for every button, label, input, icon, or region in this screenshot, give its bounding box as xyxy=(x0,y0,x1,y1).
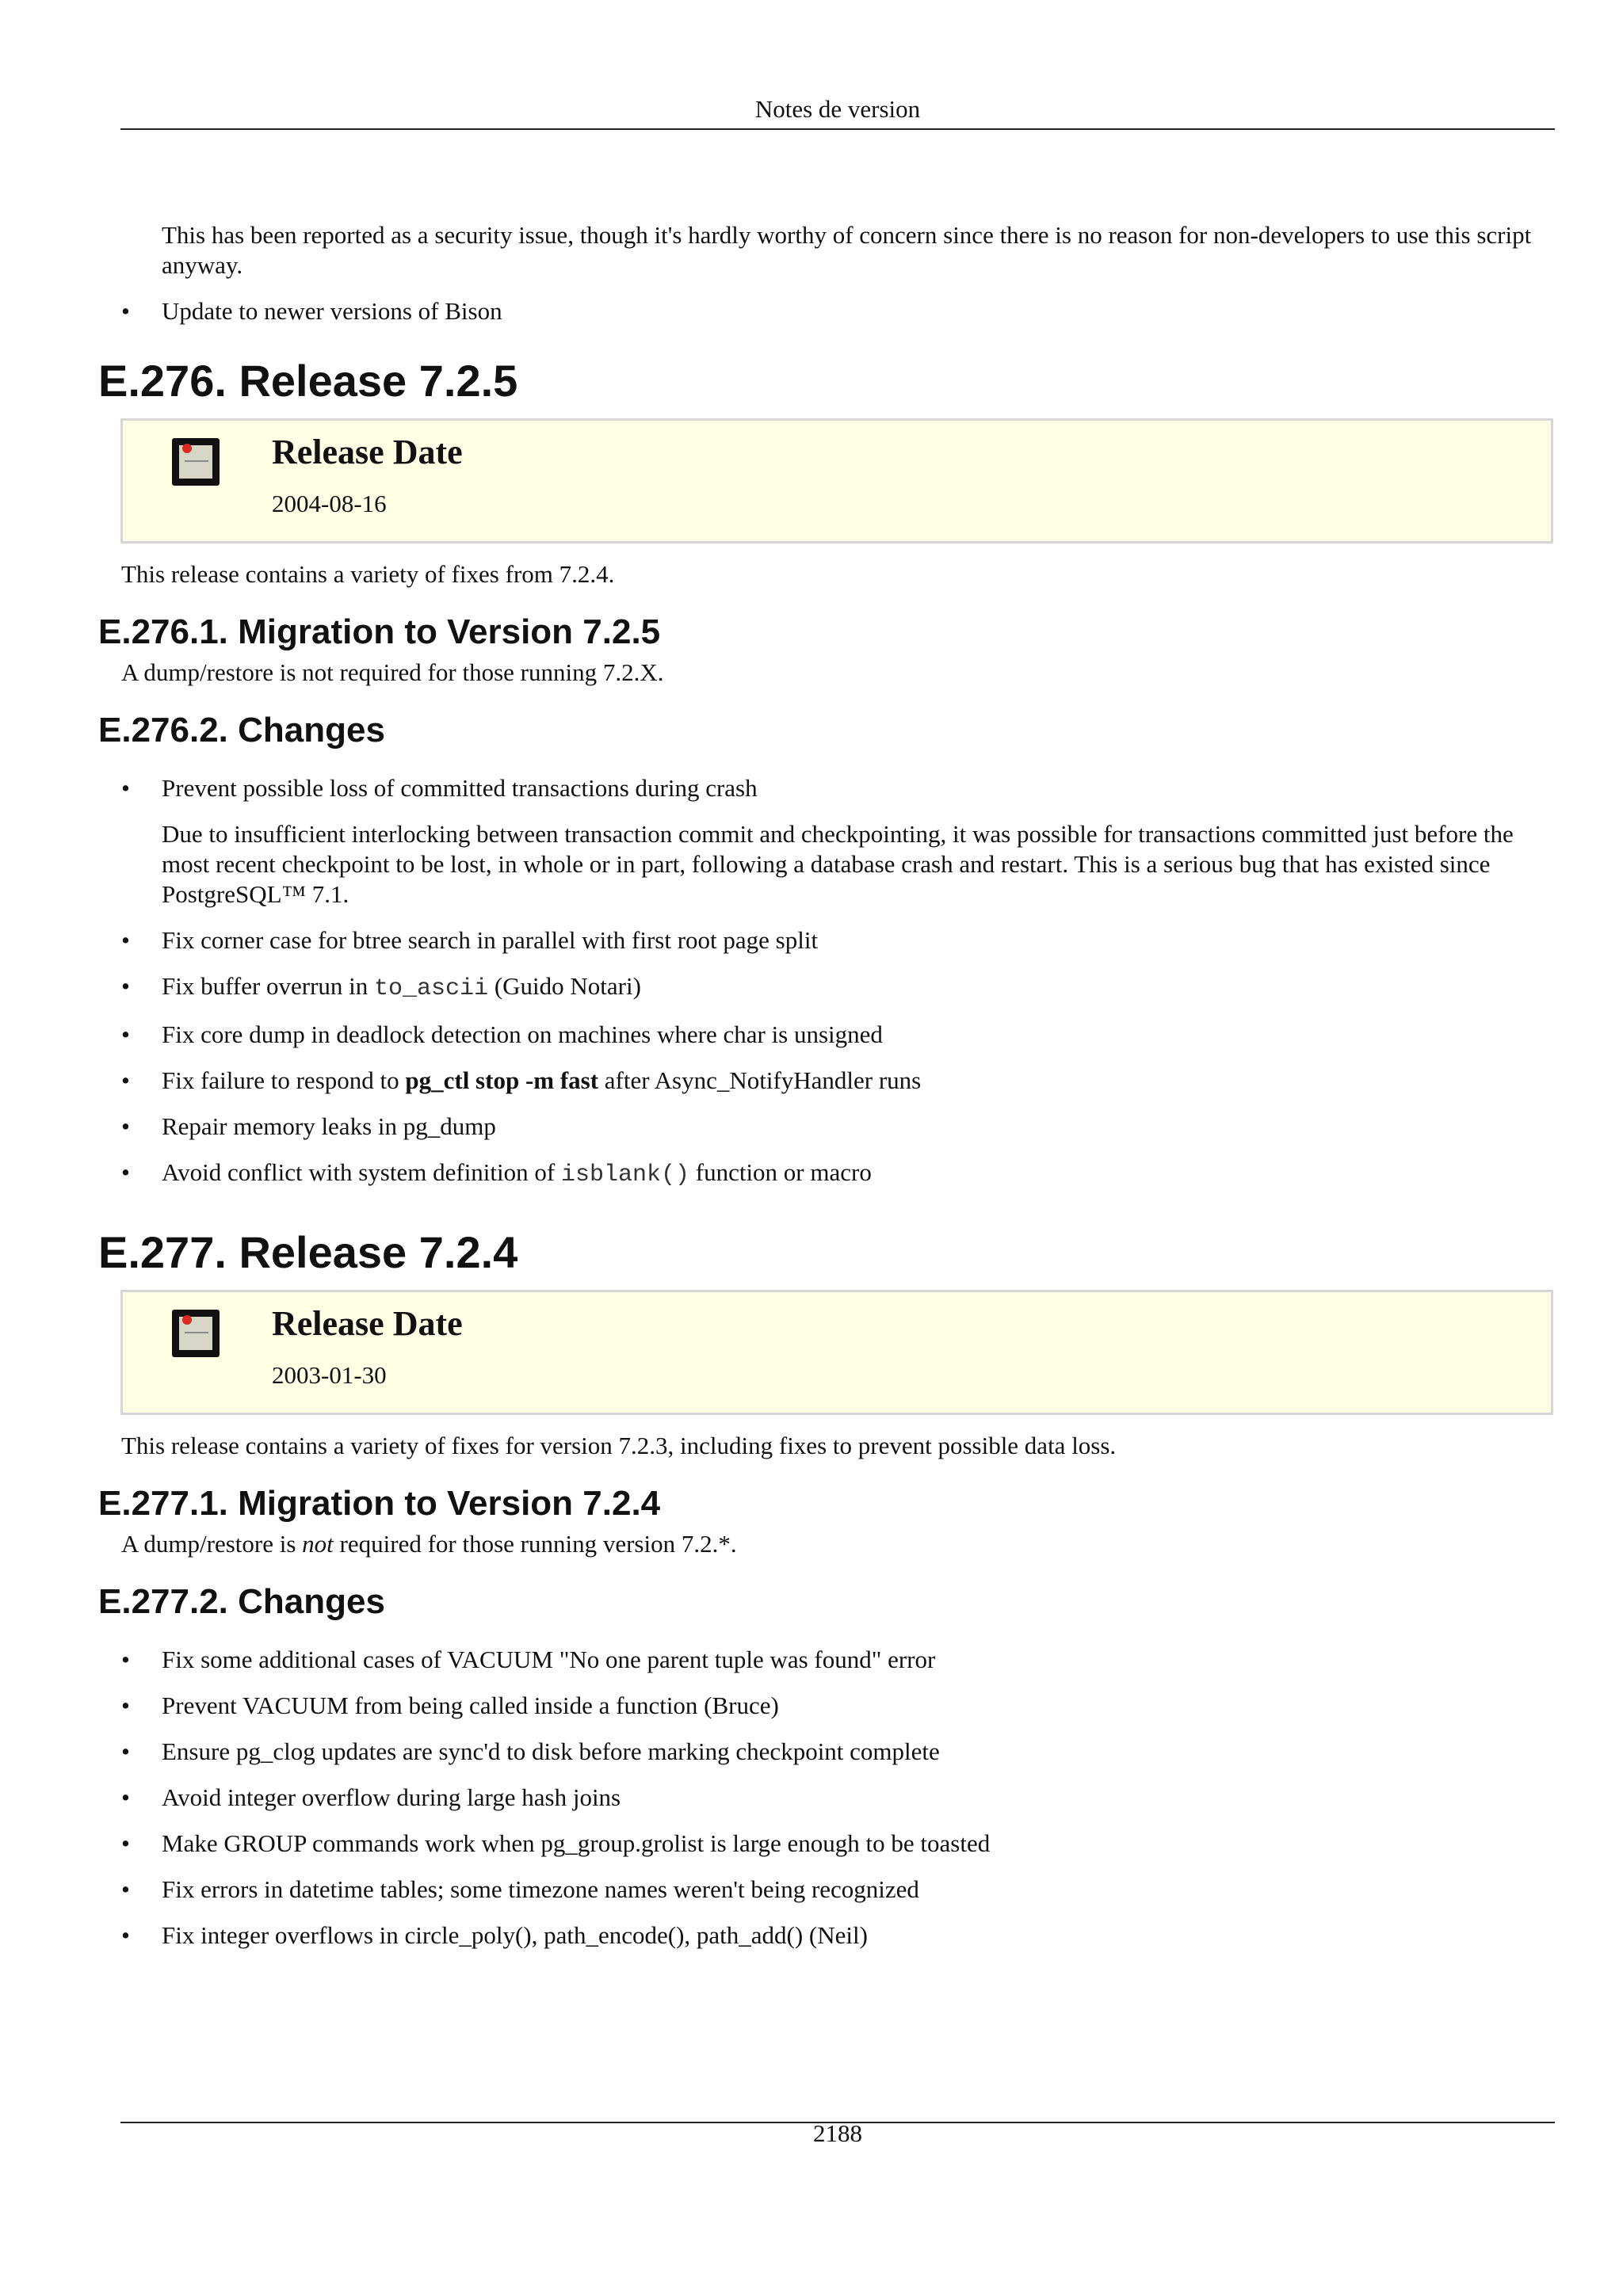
list-item xyxy=(98,925,1560,955)
list-item xyxy=(98,1737,1560,1767)
list-item xyxy=(98,971,1560,1004)
note-icon xyxy=(172,438,220,486)
list-item-text: Ensure pg_clog updates are sync'd to disk before marking checkpoint complete xyxy=(162,1737,940,1765)
bullet-marker: • xyxy=(121,972,130,1000)
list-item xyxy=(98,1158,1560,1190)
list-item xyxy=(98,1112,1560,1142)
list-item xyxy=(98,773,1560,910)
release-date-note xyxy=(120,1290,1553,1415)
list-item-text: Make GROUP commands work when pg_group.grolist is large enough to be toasted xyxy=(162,1829,991,1857)
migration-text-724 xyxy=(121,1529,1560,1559)
header-rule xyxy=(120,128,1555,130)
list-item xyxy=(98,1691,1560,1721)
list-item-text: function or macro xyxy=(689,1158,872,1186)
list-item-text: Update to newer versions of Bison xyxy=(162,297,502,325)
release-intro: This release contains a variety of fixes from 7.2.4. xyxy=(121,560,615,588)
bullet-marker: • xyxy=(121,926,130,954)
function-name: to_ascii xyxy=(374,975,489,1002)
list-item-text: Repair memory leaks in pg_dump xyxy=(162,1112,496,1140)
bullet-marker: • xyxy=(121,1783,130,1811)
bullet-marker: • xyxy=(121,1646,130,1673)
migration-text: required for those running version 7.2.*. xyxy=(333,1530,737,1558)
emphasis-text: not xyxy=(302,1530,334,1558)
bullet-marker: • xyxy=(121,1691,130,1719)
migration-text-725: A dump/restore is not required for those running 7.2.X. xyxy=(121,658,664,686)
list-item xyxy=(98,1829,1560,1859)
release-intro: This release contains a variety of fixes for version 7.2.3, including fixes to prevent possible data loss. xyxy=(121,1432,1117,1459)
list-item xyxy=(98,296,1560,326)
section-heading-release-725: E.276. Release 7.2.5 xyxy=(98,356,518,406)
migration-heading-724: E.277.1. Migration to Version 7.2.4 xyxy=(98,1484,661,1523)
page-content xyxy=(98,220,1560,1951)
migration-heading-725: E.276.1. Migration to Version 7.2.5 xyxy=(98,612,661,651)
list-item xyxy=(98,1645,1560,1675)
bullet-marker: • xyxy=(121,297,130,325)
bullet-marker: • xyxy=(121,1875,130,1903)
changes-heading-725: E.276.2. Changes xyxy=(98,711,385,749)
list-item-text: Fix core dump in deadlock detection on machines where char is unsigned xyxy=(162,1020,883,1048)
list-item-text: Prevent possible loss of committed transactions during crash xyxy=(162,774,758,802)
migration-text: A dump/restore is xyxy=(121,1530,303,1558)
function-name: isblank() xyxy=(560,1161,689,1188)
release-date: 2003-01-30 xyxy=(272,1361,387,1389)
page-number: 2188 xyxy=(813,2119,862,2147)
list-item-text: Avoid integer overflow during large hash joins xyxy=(162,1783,621,1811)
changes-list-725 xyxy=(98,773,1560,1190)
carryover-paragraph: This has been reported as a security issue, though it's hardly worthy of concern since there is no reason for non-developers to use this script anyway. xyxy=(162,221,1532,279)
release-date-note xyxy=(120,418,1553,543)
list-item-text: after Async_NotifyHandler runs xyxy=(598,1066,922,1094)
note-title: Release Date xyxy=(272,1304,463,1343)
list-item-text: Fix some additional cases of VACUUM "No one parent tuple was found" error xyxy=(162,1646,936,1673)
section-heading-release-724: E.277. Release 7.2.4 xyxy=(98,1227,518,1277)
list-item-text: Fix errors in datetime tables; some timezone names weren't being recognized xyxy=(162,1875,919,1903)
list-item-text: (Guido Notari) xyxy=(488,972,641,1000)
list-item xyxy=(98,1783,1560,1813)
bullet-marker: • xyxy=(121,1112,130,1140)
note-icon xyxy=(172,1310,220,1357)
carryover-list xyxy=(98,296,1560,326)
bullet-marker: • xyxy=(121,1066,130,1094)
list-item-text: Fix failure to respond to xyxy=(162,1066,406,1094)
command-text: pg_ctl stop -m fast xyxy=(405,1066,599,1094)
release-date: 2004-08-16 xyxy=(272,490,387,517)
changes-list-724 xyxy=(98,1645,1560,1951)
list-item-text: Fix integer overflows in circle_poly(), path_encode(), path_add() (Neil) xyxy=(162,1921,868,1949)
bullet-marker: • xyxy=(121,1020,130,1048)
note-title: Release Date xyxy=(272,433,463,471)
list-item-text: Avoid conflict with system definition of xyxy=(162,1158,561,1186)
bullet-marker: • xyxy=(121,1921,130,1949)
list-item xyxy=(98,1875,1560,1905)
list-item-text: Fix buffer overrun in xyxy=(162,972,375,1000)
list-item xyxy=(98,1020,1560,1050)
list-item-text: Prevent VACUUM from being called inside a function (Bruce) xyxy=(162,1691,779,1719)
list-item-text: Fix corner case for btree search in parallel with first root page split xyxy=(162,926,819,954)
bullet-marker: • xyxy=(121,1158,130,1186)
list-item xyxy=(98,1920,1560,1951)
running-header: Notes de version xyxy=(754,95,921,123)
changes-heading-724: E.277.2. Changes xyxy=(98,1582,385,1621)
bullet-marker: • xyxy=(121,774,130,802)
list-item xyxy=(98,1066,1560,1096)
bullet-marker: • xyxy=(121,1829,130,1857)
bullet-marker: • xyxy=(121,1737,130,1765)
list-item-detail: Due to insufficient interlocking between transaction commit and checkpointing, it was possible for transactions committed just before the most recent checkpoint to be lost, in whole or in part, following a database crash and restart. This is a serious bug that has existed since PostgreSQL™ 7.1. xyxy=(162,820,1514,908)
